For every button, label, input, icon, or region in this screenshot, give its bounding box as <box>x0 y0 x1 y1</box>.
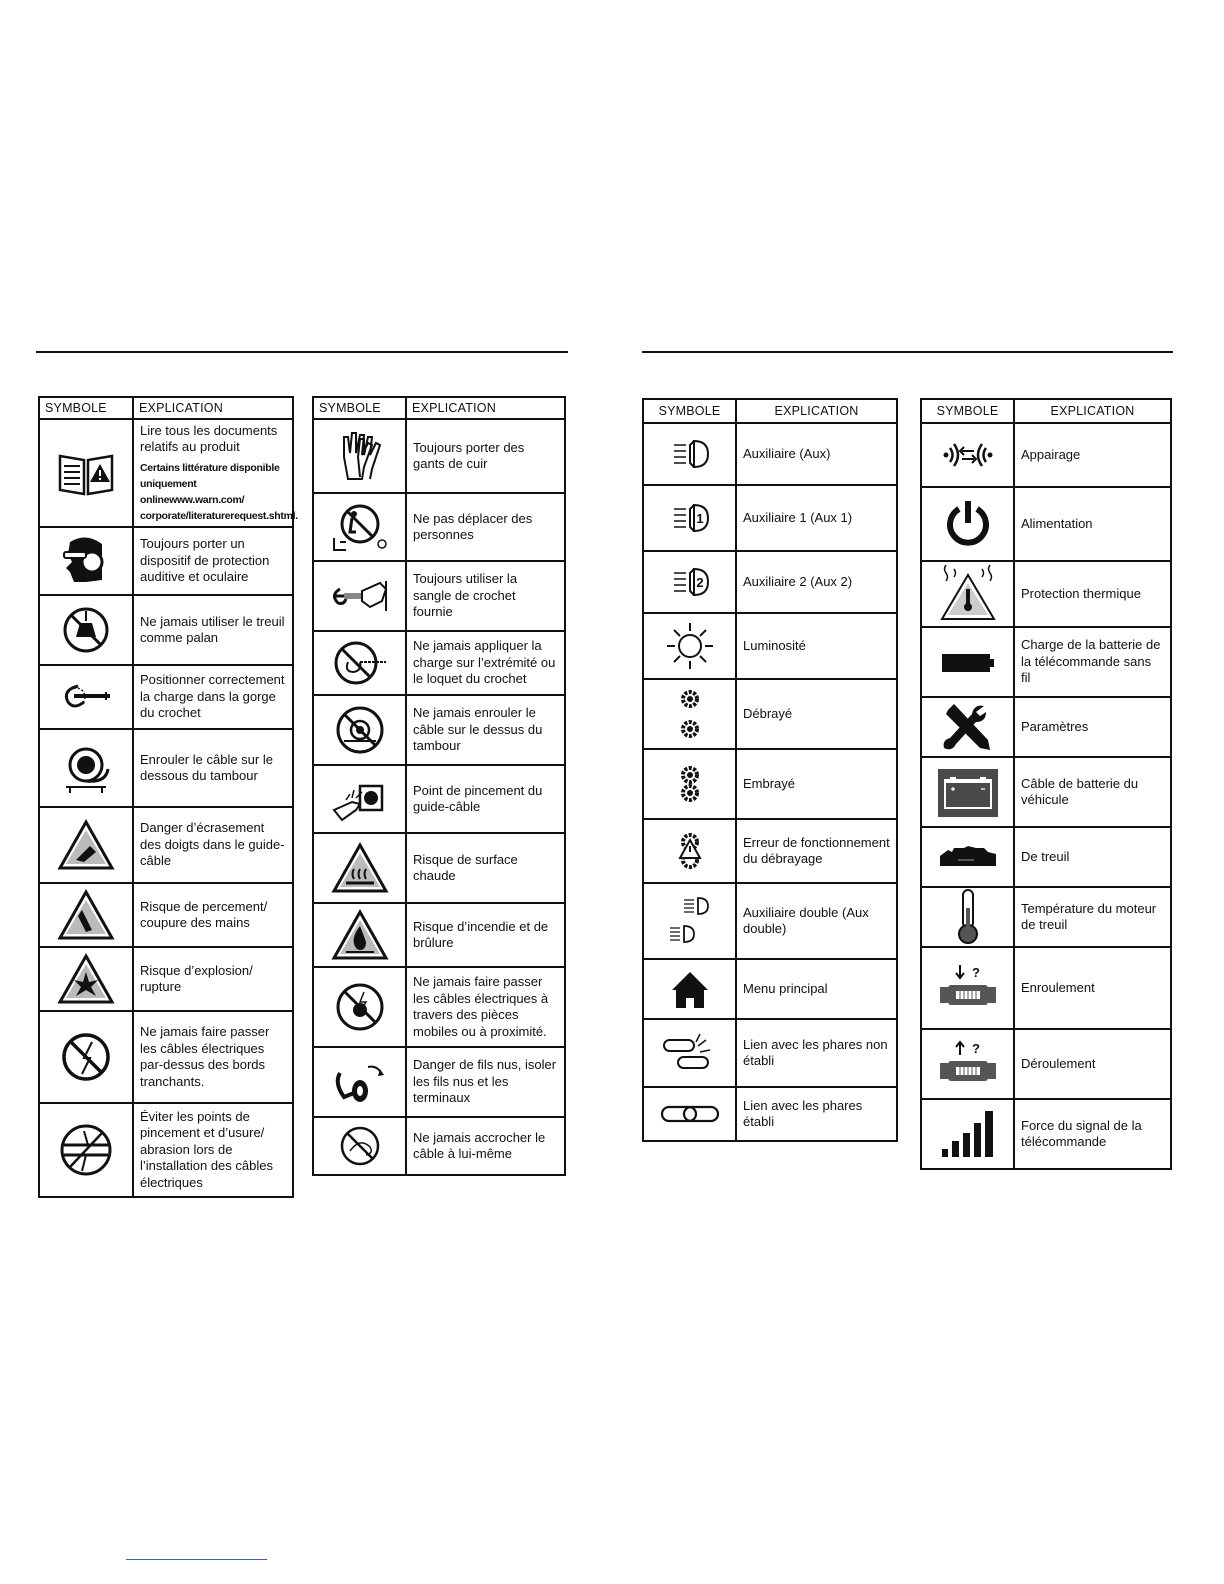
table-row <box>40 596 292 666</box>
vehicle-battery-icon <box>938 763 998 821</box>
explanation-text: Embrayé <box>743 775 796 791</box>
explanation-cell <box>407 696 564 764</box>
table-row <box>40 948 292 1012</box>
table-row <box>314 904 564 968</box>
table-row <box>922 1100 1170 1168</box>
explanation-cell <box>407 632 564 694</box>
aux2-light-icon <box>660 553 720 611</box>
symbol-cell <box>314 834 407 902</box>
explanation-text: Auxiliaire (Aux) <box>743 445 831 461</box>
table-row <box>40 1104 292 1196</box>
explanation-cell <box>407 834 564 902</box>
explanation-text: Alimentation <box>1021 515 1093 531</box>
table-header <box>40 398 292 420</box>
explanation-column-header: EXPLICATION <box>139 401 223 415</box>
explanation-cell <box>737 1088 896 1140</box>
symbol-cell <box>40 808 134 882</box>
no-overwind-icon <box>330 701 390 759</box>
read-manual-warning-icon <box>56 444 116 502</box>
table-row <box>314 1118 564 1174</box>
explanation-cell <box>737 680 896 748</box>
explanation-cell <box>134 730 292 806</box>
symbol-cell <box>922 1100 1015 1168</box>
no-move-people-icon <box>330 498 390 556</box>
table-row <box>922 698 1170 758</box>
symbol-cell <box>40 596 134 664</box>
symbol-column-header: SYMBOLE <box>644 400 737 422</box>
symbol-cell <box>314 494 407 560</box>
explanation-text: Danger d’écrasement des doigts dans le guide-câble <box>140 820 285 869</box>
bare-wire-tape-icon <box>330 1053 390 1111</box>
thermometer-icon <box>938 888 998 946</box>
gloves-icon <box>330 427 390 485</box>
explanation-cell <box>134 528 292 594</box>
symbol-cell <box>644 750 737 818</box>
finger-crush-warning-icon <box>56 816 116 874</box>
home-icon <box>660 960 720 1018</box>
symbol-cell <box>922 828 1015 886</box>
symbol-cell <box>644 960 737 1018</box>
explanation-text: Lien avec les phares non établi <box>743 1036 888 1068</box>
explanation-text: Ne jamais utiliser le treuil comme palan <box>140 613 285 645</box>
explanation-text: Risque de percement/ coupure des mains <box>140 898 268 930</box>
explanation-cell <box>407 420 564 492</box>
symbol-cell <box>314 632 407 694</box>
table-row <box>644 424 896 486</box>
explanation-cell <box>737 960 896 1018</box>
table-row <box>922 562 1170 628</box>
table-row <box>314 696 564 766</box>
svg-text:?: ? <box>971 1041 980 1056</box>
table-row <box>644 614 896 680</box>
symbol-cell <box>314 904 407 966</box>
symbol-cell <box>922 1030 1015 1098</box>
explanation-text: Ne jamais faire passer les câbles électriques par-dessus des bords tranchants. <box>140 1024 270 1089</box>
winch-icon <box>938 828 998 886</box>
symbol-cell <box>922 698 1015 756</box>
symbol-cell <box>644 680 737 748</box>
symbol-cell <box>644 1020 737 1086</box>
table-row <box>644 960 896 1020</box>
explanation-cell <box>134 884 292 946</box>
settings-tools-icon <box>938 698 998 756</box>
table-header <box>922 400 1170 424</box>
symbol-cell <box>314 562 407 630</box>
symbol-cell <box>40 528 134 594</box>
table-row <box>314 766 564 834</box>
explanation-cell <box>737 750 896 818</box>
table-row <box>40 420 298 528</box>
table-row <box>922 1030 1170 1100</box>
symbol-cell <box>314 1048 407 1116</box>
symbol-cell <box>922 628 1015 696</box>
explanation-cell <box>1015 1100 1170 1168</box>
explanation-text: Ne jamais faire passer les câbles électriques à travers des pièces mobiles ou à proximité. <box>413 974 549 1039</box>
explanation-text: Lien avec les phares établi <box>743 1097 863 1129</box>
symbol-cell <box>40 884 134 946</box>
no-self-hook-icon <box>330 1117 390 1175</box>
explanation-cell <box>407 1048 564 1116</box>
svg-text:1: 1 <box>695 511 704 526</box>
table-row <box>644 486 896 552</box>
literature-note: Certains littérature disponible uniquement onlinewww.warn.com/ corporate/literaturerequest.shtml. <box>140 461 298 522</box>
explanation-cell <box>1015 628 1170 696</box>
right-page-rule <box>642 351 1173 353</box>
no-hoist-icon <box>56 601 116 659</box>
engaged-gears-icon <box>660 755 720 813</box>
thermal-warning-icon <box>938 565 998 623</box>
table-row <box>922 488 1170 562</box>
explanation-text: Ne jamais appliquer la charge sur l’extrémité ou le loquet du crochet <box>413 638 556 687</box>
signal-strength-icon <box>938 1105 998 1163</box>
explanation-cell <box>407 494 564 560</box>
table-row <box>644 1020 896 1088</box>
explanation-text: Enroulement <box>1021 979 1095 995</box>
explanation-cell <box>1015 562 1170 626</box>
symbol-cell <box>644 820 737 882</box>
explanation-cell <box>407 766 564 832</box>
explanation-cell <box>134 1104 292 1196</box>
explanation-cell <box>1015 758 1170 826</box>
dual-aux-light-icon <box>660 892 720 950</box>
explanation-text: Débrayé <box>743 705 793 721</box>
no-moving-parts-cable-icon <box>330 978 390 1036</box>
explanation-cell <box>407 562 564 630</box>
symbol-table-1 <box>38 396 298 1198</box>
table-row <box>40 808 292 884</box>
ear-eye-protection-icon <box>56 532 116 590</box>
wind-out-icon <box>938 1035 998 1093</box>
explanation-text: Ne jamais accrocher le câble à lui-même <box>413 1129 546 1161</box>
explanation-cell <box>134 420 304 526</box>
table-row <box>314 834 564 904</box>
symbol-cell <box>644 614 737 678</box>
explanation-text: Toujours utiliser la sangle de crochet fournie <box>413 571 518 620</box>
avoid-pinch-wear-icon <box>56 1121 116 1179</box>
hook-load-icon <box>56 668 116 726</box>
table-row <box>644 680 896 750</box>
symbol-cell <box>314 968 407 1046</box>
explanation-cell <box>737 820 896 882</box>
table-row <box>314 420 564 494</box>
table-row <box>40 528 292 596</box>
pinch-point-icon <box>330 770 390 828</box>
explanation-column-header: EXPLICATION <box>1050 404 1135 418</box>
explanation-cell <box>1015 888 1170 946</box>
explanation-text: Point de pincement du guide-câble <box>413 782 543 814</box>
explanation-cell <box>737 1020 896 1086</box>
symbol-column-header: SYMBOLE <box>922 400 1015 422</box>
explanation-cell <box>737 424 896 484</box>
table-row <box>314 562 564 632</box>
no-hook-tip-load-icon <box>330 634 390 692</box>
symbol-cell <box>922 424 1015 486</box>
table-header <box>314 398 564 420</box>
svg-text:?: ? <box>971 965 980 980</box>
explanation-text: Protection thermique <box>1021 585 1141 601</box>
explanation-cell <box>1015 1030 1170 1098</box>
explanation-cell <box>134 948 292 1010</box>
table-row <box>644 884 896 960</box>
symbol-cell <box>40 730 134 806</box>
hook-strap-icon <box>330 567 390 625</box>
explanation-column-header: EXPLICATION <box>412 401 496 415</box>
explanation-cell <box>134 1012 292 1102</box>
hand-cut-warning-icon <box>56 886 116 944</box>
explanation-text: Ne jamais enrouler le câble sur le dessus du tambour <box>413 705 543 754</box>
explanation-text: Câble de batterie du véhicule <box>1021 775 1139 807</box>
symbol-table-3 <box>642 398 898 1142</box>
explanation-column-header: EXPLICATION <box>774 404 859 418</box>
table-row <box>314 632 564 696</box>
symbol-table-4 <box>920 398 1172 1170</box>
explanation-text: Auxiliaire double (Aux double) <box>743 904 869 936</box>
symbol-cell <box>40 948 134 1010</box>
battery-icon <box>938 633 998 691</box>
clutch-error-icon <box>660 822 720 880</box>
symbol-column-header: SYMBOLE <box>314 398 407 418</box>
drum-underwind-icon <box>56 739 116 797</box>
explanation-cell <box>407 904 564 966</box>
symbol-cell <box>922 948 1015 1028</box>
explanation-cell <box>134 808 292 882</box>
explanation-cell <box>407 1118 564 1174</box>
fire-warning-icon <box>330 906 390 964</box>
explanation-text: Risque d’explosion/ rupture <box>140 962 253 994</box>
explanation-text: Auxiliaire 2 (Aux 2) <box>743 573 853 589</box>
table-row <box>922 828 1170 888</box>
aux1-light-icon <box>660 489 720 547</box>
explanation-text: Erreur de fonctionnement du débrayage <box>743 834 890 866</box>
explanation-text: Déroulement <box>1021 1055 1096 1071</box>
table-row <box>644 750 896 820</box>
explanation-text: Risque de surface chaude <box>413 851 518 883</box>
explanation-cell <box>737 614 896 678</box>
explanation-cell <box>1015 488 1170 560</box>
explanation-text: Ne pas déplacer des personnes <box>413 510 533 542</box>
hot-surface-warning-icon <box>330 839 390 897</box>
table-row <box>314 968 564 1048</box>
table-row <box>644 1088 896 1140</box>
symbol-cell <box>644 486 737 550</box>
table-row <box>40 730 292 808</box>
explanation-text: Température du moteur de treuil <box>1021 900 1157 932</box>
explanation-cell <box>737 552 896 612</box>
explanation-text: Éviter les points de pincement et d’usure/ abrasion lors de l’installation des câbles électriques <box>140 1108 273 1190</box>
explanation-cell <box>1015 698 1170 756</box>
explanation-text: Positionner correctement la charge dans la gorge du crochet <box>140 672 285 721</box>
symbol-cell <box>314 696 407 764</box>
explanation-text: Paramètres <box>1021 718 1089 734</box>
explanation-text: Toujours porter des gants de cuir <box>413 439 525 471</box>
explanation-text: Auxiliaire 1 (Aux 1) <box>743 509 853 525</box>
table-row <box>922 758 1170 828</box>
table-row <box>644 820 896 884</box>
symbol-cell <box>40 1012 134 1102</box>
table-row <box>314 1048 564 1118</box>
pairing-icon <box>938 426 998 484</box>
power-icon <box>938 495 998 553</box>
symbol-cell <box>922 758 1015 826</box>
table-row <box>922 888 1170 948</box>
table-row <box>40 1012 292 1104</box>
explanation-cell <box>134 596 292 664</box>
svg-text:2: 2 <box>695 575 704 590</box>
symbol-cell <box>40 420 134 526</box>
symbol-cell <box>40 1104 134 1196</box>
explanation-cell <box>407 968 564 1046</box>
explanation-text: Menu principal <box>743 980 828 996</box>
explosion-warning-icon <box>56 950 116 1008</box>
symbol-cell <box>922 888 1015 946</box>
symbol-cell <box>644 1088 737 1140</box>
link-broken-icon <box>660 1024 720 1082</box>
explanation-text: Enrouler le câble sur le dessous du tambour <box>140 751 273 783</box>
footer-link-underline <box>126 1559 267 1560</box>
symbol-cell <box>644 424 737 484</box>
symbol-cell <box>922 488 1015 560</box>
explanation-text: Toujours porter un dispositif de protection auditive et oculaire <box>140 536 270 585</box>
symbol-cell <box>314 1118 407 1174</box>
explanation-text: Appairage <box>1021 446 1081 462</box>
explanation-text: Lire tous les documents relatifs au produit <box>140 422 278 454</box>
table-row <box>922 628 1170 698</box>
table-row <box>314 494 564 562</box>
symbol-column-header: SYMBOLE <box>40 398 134 418</box>
wind-in-icon <box>938 959 998 1017</box>
left-page-rule <box>36 351 568 353</box>
explanation-text: Risque d’incendie et de brûlure <box>413 918 549 950</box>
table-row <box>922 948 1170 1030</box>
link-icon <box>660 1085 720 1143</box>
explanation-text: Charge de la batterie de la télécommande sans fil <box>1021 637 1161 686</box>
explanation-cell <box>134 666 292 728</box>
explanation-cell <box>737 884 896 958</box>
table-row <box>922 424 1170 488</box>
table-row <box>644 552 896 614</box>
symbol-cell <box>644 884 737 958</box>
no-sharp-edge-cable-icon <box>56 1028 116 1086</box>
table-header <box>644 400 896 424</box>
explanation-cell <box>737 486 896 550</box>
explanation-cell <box>1015 948 1170 1028</box>
explanation-cell <box>1015 828 1170 886</box>
table-row <box>40 666 292 730</box>
symbol-cell <box>922 562 1015 626</box>
explanation-text: De treuil <box>1021 848 1070 864</box>
explanation-text: Danger de fils nus, isoler les fils nus et les terminaux <box>413 1057 557 1106</box>
disengaged-gears-icon <box>660 685 720 743</box>
explanation-text: Force du signal de la télécommande <box>1021 1117 1142 1149</box>
aux-light-icon <box>660 425 720 483</box>
brightness-icon <box>660 617 720 675</box>
table-row <box>40 884 292 948</box>
symbol-cell <box>314 766 407 832</box>
symbol-cell <box>314 420 407 492</box>
explanation-text: Luminosité <box>743 637 806 653</box>
symbol-cell <box>40 666 134 728</box>
explanation-cell <box>1015 424 1170 486</box>
symbol-cell <box>644 552 737 612</box>
symbol-table-2 <box>312 396 566 1176</box>
